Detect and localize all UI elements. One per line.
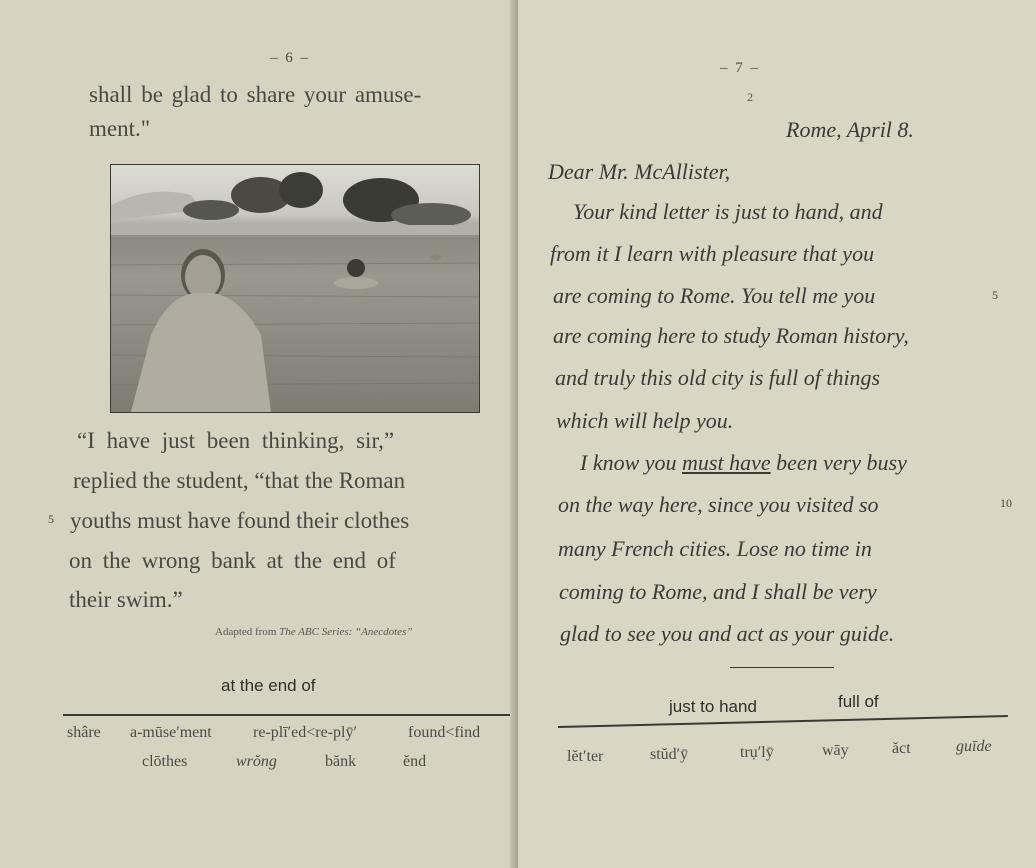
short-divider bbox=[730, 667, 834, 668]
vocab-word: found<find bbox=[408, 724, 481, 741]
vocab-word: trụ′lȳ bbox=[740, 744, 774, 761]
letter-line: and truly this old city is full of things bbox=[555, 365, 881, 390]
page-number: – 7 – bbox=[720, 60, 760, 76]
letter-line: are coming to Rome. You tell me you bbox=[553, 283, 876, 308]
study-phrase: at the end of bbox=[221, 676, 316, 695]
vocab-word: bănk bbox=[325, 753, 357, 770]
dateline: Rome, April 8. bbox=[786, 117, 914, 142]
vocab-word: stŭd′ȳ bbox=[650, 746, 689, 763]
vocab-word: ĕnd bbox=[403, 753, 427, 770]
vocab-word: lĕt′ter bbox=[567, 748, 604, 765]
study-phrase: full of bbox=[838, 692, 879, 711]
letter-line: on the way here, since you visited so bbox=[558, 492, 879, 517]
quote-line: “I have just been thinking, sir,” bbox=[77, 428, 395, 453]
vocab-word: clōthes bbox=[142, 753, 188, 770]
vocab-word: wrŏng bbox=[236, 753, 277, 770]
letter-line: glad to see you and act as your guide. bbox=[560, 621, 895, 646]
vocab-word: ăct bbox=[892, 740, 911, 757]
letter-line: which will help you. bbox=[556, 408, 734, 433]
quote-line: youths must have found their clothes bbox=[70, 508, 410, 533]
attribution-source: The ABC Series: “Anecdotes” bbox=[279, 626, 413, 638]
text-line: shall be glad to share your amuse- bbox=[89, 82, 422, 107]
vocab-word: guīde bbox=[956, 738, 992, 755]
letter-line: Your kind letter is just to hand, and bbox=[573, 199, 883, 224]
vocab-word: re-plī′ed<re-plȳ′ bbox=[253, 724, 357, 741]
line-marker: 10 bbox=[1000, 496, 1012, 510]
vocab-divider bbox=[63, 714, 515, 716]
study-phrase: just to hand bbox=[669, 697, 757, 716]
letter-line: many French cities. Lose no time in bbox=[558, 536, 872, 561]
vocab-word: a-mūse′ment bbox=[130, 724, 212, 741]
right-page bbox=[518, 0, 1036, 868]
attribution-prefix: Adapted from bbox=[215, 626, 277, 638]
swimmers-photo bbox=[110, 164, 480, 413]
quote-line: replied the student, “that the Roman bbox=[73, 468, 406, 493]
vocab-divider bbox=[558, 715, 1008, 728]
line-marker: 5 bbox=[48, 512, 54, 526]
quote-line: their swim.” bbox=[69, 587, 183, 612]
letter-line: coming to Rome, and I shall be very bbox=[559, 579, 877, 604]
letter-line: I know you must have been very busy bbox=[580, 450, 907, 475]
salutation: Dear Mr. McAllister, bbox=[548, 159, 731, 184]
line-marker: 5 bbox=[992, 288, 998, 302]
text-line: ment." bbox=[89, 116, 151, 141]
letter-line: from it I learn with pleasure that you bbox=[550, 241, 875, 266]
attribution bbox=[215, 626, 412, 638]
vocab-word: wāy bbox=[822, 742, 849, 759]
page-number: – 6 – bbox=[270, 50, 310, 66]
underlined-phrase: must have bbox=[682, 450, 771, 475]
vocab-word: shâre bbox=[67, 724, 101, 741]
letter-line: are coming here to study Roman history, bbox=[553, 323, 909, 348]
quote-line: on the wrong bank at the end of bbox=[69, 548, 396, 573]
left-page bbox=[0, 0, 516, 868]
small-number: 2 bbox=[747, 90, 753, 104]
swimmers-illustration bbox=[111, 165, 479, 412]
